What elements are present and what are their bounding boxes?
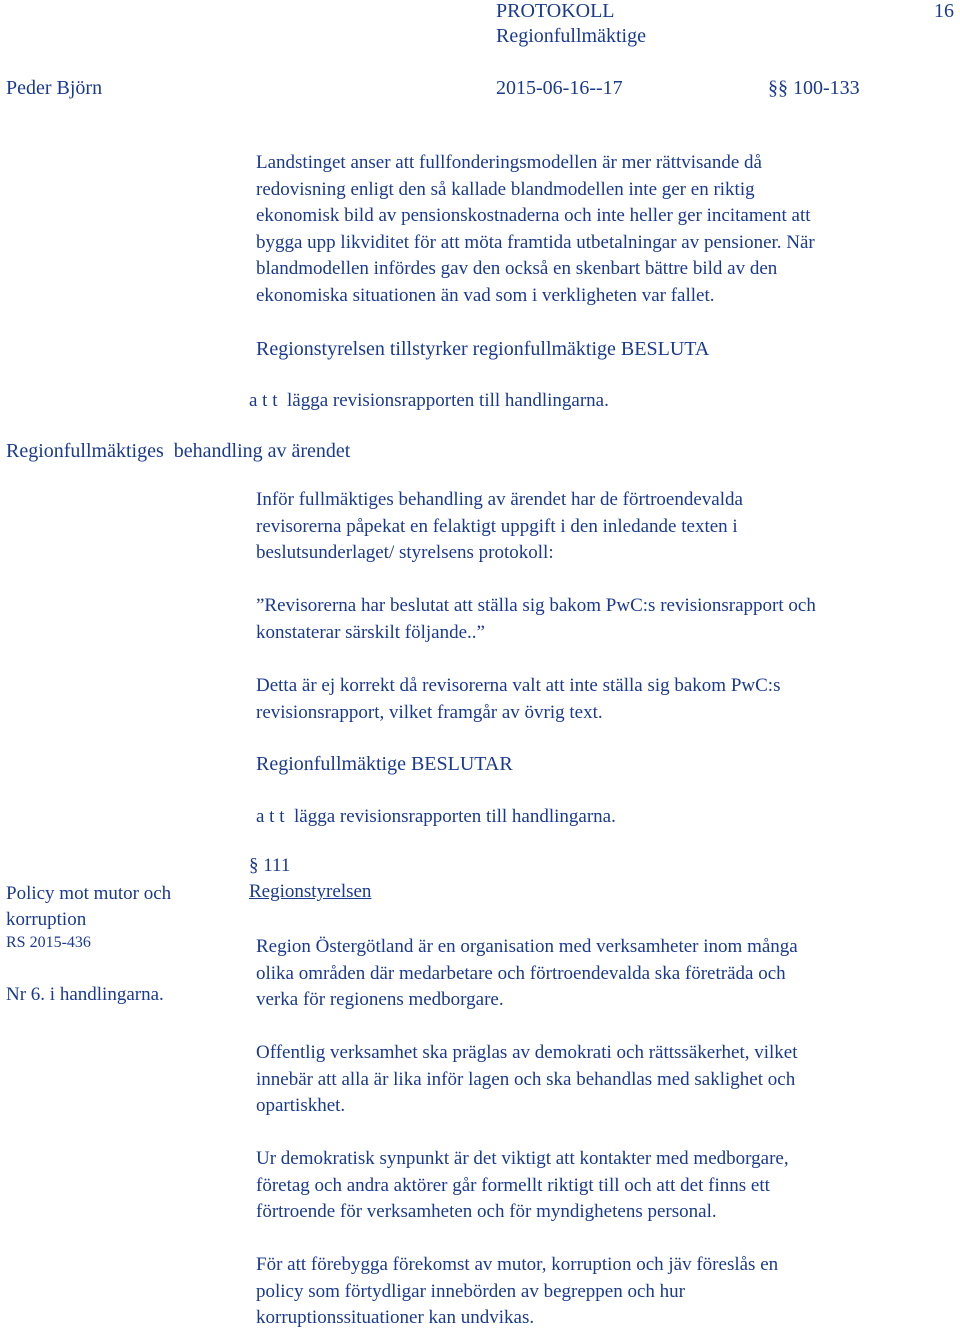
text-line: företag och andra aktörer går formellt riktigt till och att det finns ett bbox=[256, 1174, 770, 1196]
text-line: verka för regionens medborgare. bbox=[256, 989, 504, 1010]
attachment-note: Nr 6. i handlingarna. bbox=[6, 984, 164, 1005]
side-title-line: Policy mot mutor och bbox=[6, 883, 172, 904]
text-line: blandmodellen infördes gav den också en skenbart bättre bild av den bbox=[256, 258, 778, 279]
paragraph-number: § 111 bbox=[249, 855, 291, 876]
section-side-column bbox=[6, 881, 171, 933]
case-number: RS 2015-436 bbox=[6, 934, 91, 951]
page-number: 16 bbox=[934, 0, 954, 22]
text-line: bygga upp likviditet för att möta framtida utbetalningar av pensioner. När bbox=[256, 231, 815, 253]
meeting-date: 2015-06-16--17 bbox=[496, 77, 623, 99]
side-title-line: korruption bbox=[6, 909, 87, 930]
body-name: Regionfullmäktige bbox=[496, 25, 646, 47]
text-line: innebär att alla är lika inför lagen och ska behandlas med saklighet och bbox=[256, 1068, 796, 1090]
treatment-paragraph bbox=[256, 487, 946, 567]
text-line: revisionsrapport, vilket framgår av övrig text. bbox=[256, 701, 603, 723]
text-line: Detta är ej korrekt då revisorerna valt att inte ställa sig bakom PwC:s bbox=[256, 675, 781, 696]
text-line: revisorerna påpekat en felaktigt uppgift i den inledande texten i bbox=[256, 515, 738, 537]
decision-att-clause: a t t lägga revisionsrapporten till handlingarna. bbox=[256, 806, 616, 827]
paragraph-range: §§ 100-133 bbox=[768, 77, 860, 99]
text-line: Offentlig verksamhet ska präglas av demokrati och rättssäkerhet, vilket bbox=[256, 1042, 798, 1063]
document-type: PROTOKOLL bbox=[496, 0, 615, 22]
auditor-quote bbox=[256, 593, 946, 646]
text-line: förtroende för verksamheten och för myndighetens personal. bbox=[256, 1201, 717, 1222]
text-line: Region Östergötland är en organisation med verksamheter inom många bbox=[256, 936, 798, 957]
secretary-name: Peder Björn bbox=[6, 77, 103, 99]
text-line: konstaterar särskilt följande..” bbox=[256, 621, 485, 643]
text-line: För att förebygga förekomst av mutor, korruption och jäv föreslås en bbox=[256, 1254, 779, 1275]
text-line: ekonomisk bild av pensionskostnaderna och inte heller ger incitament att bbox=[256, 205, 811, 226]
section-paragraph bbox=[256, 1252, 946, 1332]
text-line: korruptionssituationer kan undvikas. bbox=[256, 1307, 535, 1328]
treatment-side-heading: Regionfullmäktiges behandling av ärendet bbox=[6, 440, 351, 462]
section-paragraph bbox=[256, 1146, 946, 1226]
text-line: ”Revisorerna har beslutat att ställa sig bakom PwC:s revisionsrapport och bbox=[256, 595, 816, 616]
text-line: policy som förtydligar innebörden av begreppen och hur bbox=[256, 1280, 685, 1302]
intro-paragraph bbox=[256, 150, 946, 309]
correction-paragraph bbox=[256, 673, 946, 726]
proposal-heading: Regionstyrelsen tillstyrker regionfullmäktige BESLUTA bbox=[256, 338, 710, 360]
text-line: opartiskhet. bbox=[256, 1095, 346, 1116]
text-line: Ur demokratisk synpunkt är det viktigt att kontakter med medborgare, bbox=[256, 1148, 789, 1169]
text-line: beslutsunderlaget/ styrelsens protokoll: bbox=[256, 542, 554, 563]
section-paragraph bbox=[256, 1040, 946, 1120]
section-paragraph bbox=[256, 934, 946, 1014]
decision-heading: Regionfullmäktige BESLUTAR bbox=[256, 753, 513, 775]
text-line: redovisning enligt den så kallade blandmodellen inte ger en riktig bbox=[256, 178, 755, 200]
text-line: Inför fullmäktiges behandling av ärendet har de förtroendevalda bbox=[256, 489, 743, 510]
text-line: ekonomiska situationen än vad som i verkligheten var fallet. bbox=[256, 284, 715, 306]
text-line: Landstinget anser att fullfonderingsmodellen är mer rättvisande då bbox=[256, 152, 762, 173]
text-line: olika områden där medarbetare och förtroendevalda ska företräda och bbox=[256, 962, 786, 984]
origin-label: Regionstyrelsen bbox=[249, 881, 372, 902]
proposal-att-clause: a t t lägga revisionsrapporten till handlingarna. bbox=[249, 390, 609, 411]
